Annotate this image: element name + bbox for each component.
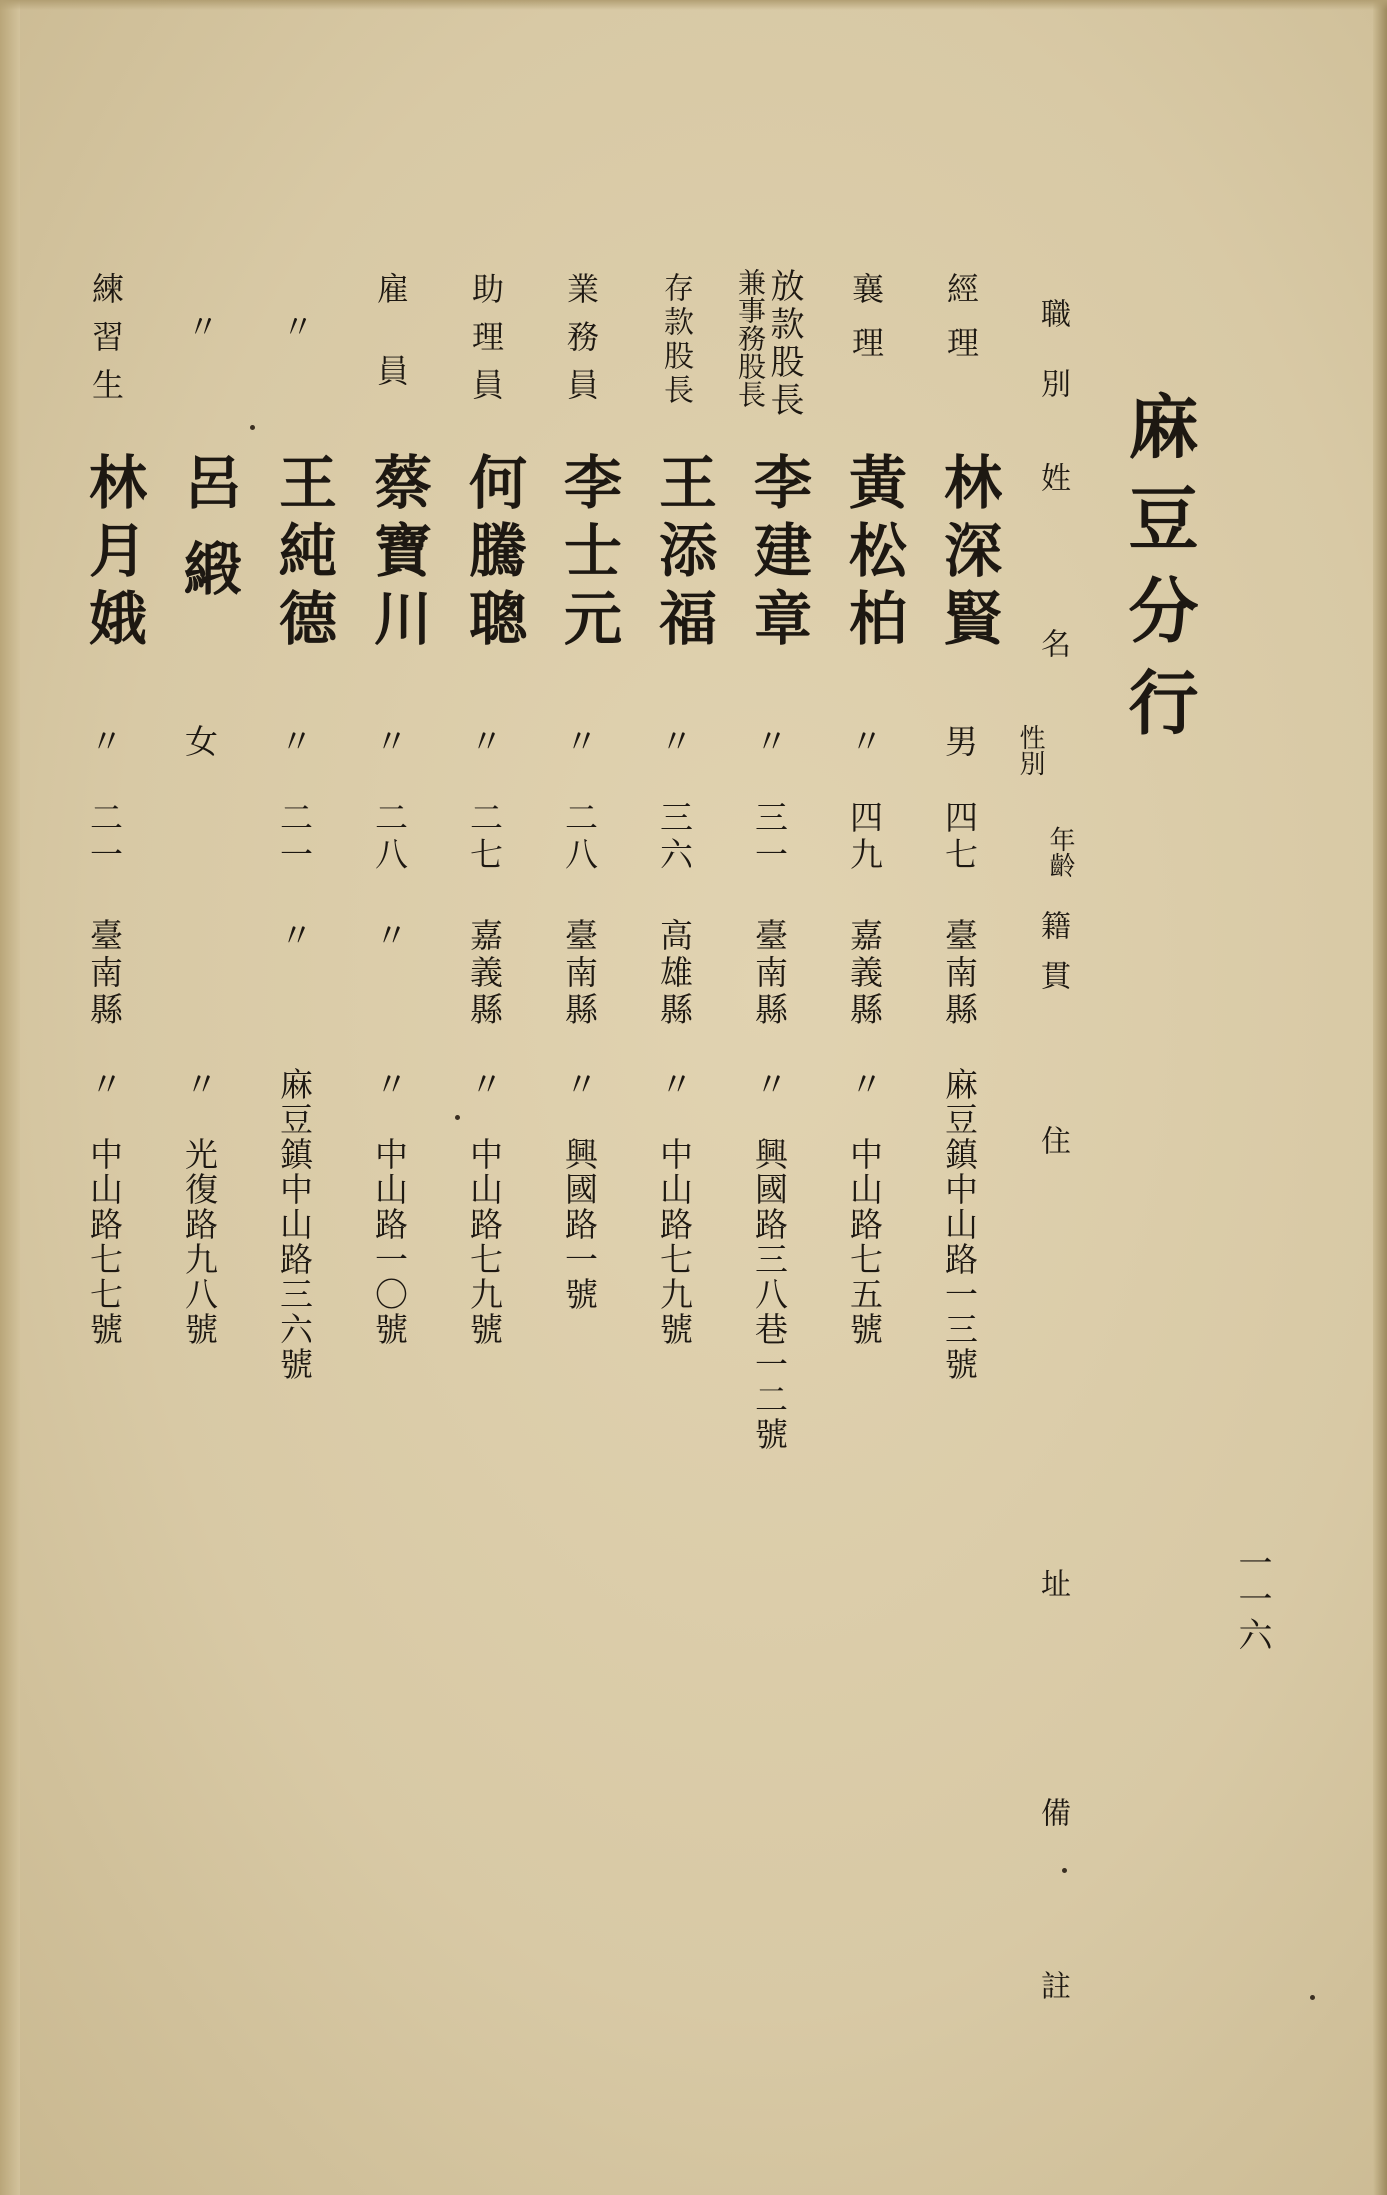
row-origin: 〃 xyxy=(370,918,409,955)
row-origin: 嘉義縣 xyxy=(465,918,504,1029)
page-right-edge xyxy=(1373,0,1387,2195)
ink-speck xyxy=(250,425,255,430)
row-name: 王添福 xyxy=(649,452,717,656)
row-address: 〃 興國路三八巷一二號 xyxy=(750,1067,789,1452)
row-gender: 女 xyxy=(180,724,219,761)
row-origin: 〃 xyxy=(275,918,314,955)
row-origin: 臺南縣 xyxy=(85,918,124,1029)
row-title: 練習生 xyxy=(87,272,125,416)
row-gender: 〃 xyxy=(370,724,409,761)
row-gender: 〃 xyxy=(465,724,504,761)
row-title: 雇員 xyxy=(372,272,410,436)
row-title: 存款股長 xyxy=(658,272,693,408)
row-age: 三一 xyxy=(750,800,789,874)
row-title: 〃 xyxy=(182,310,220,364)
row-title: 業務員 xyxy=(562,272,600,416)
row-age: 二一 xyxy=(85,800,124,874)
row-name: 蔡寶川 xyxy=(364,452,432,656)
header-name-2: 名 xyxy=(1035,628,1070,658)
row-address: 麻豆鎮中山路一三號 xyxy=(940,1067,979,1382)
row-age: 四七 xyxy=(940,800,979,874)
row-age: 二一 xyxy=(275,800,314,874)
row-age: 二八 xyxy=(370,800,409,874)
row-origin: 臺南縣 xyxy=(750,918,789,1029)
row-age: 二七 xyxy=(465,800,504,874)
row-name: 李士元 xyxy=(554,452,622,656)
header-name-1: 姓 xyxy=(1035,462,1070,492)
row-address: 〃 中山路七九號 xyxy=(655,1067,694,1347)
page-left-edge xyxy=(0,0,20,2195)
row-name: 呂緞 xyxy=(174,452,242,624)
header-position-2: 別 xyxy=(1035,368,1070,398)
section-title: 麻豆分行 xyxy=(1117,390,1200,758)
row-gender: 〃 xyxy=(275,724,314,761)
row-origin: 臺南縣 xyxy=(940,918,979,1029)
ink-speck xyxy=(455,1115,460,1120)
header-address-1: 住 xyxy=(1035,1125,1070,1155)
header-remarks-2: 註 xyxy=(1035,1970,1070,2000)
row-origin: 臺南縣 xyxy=(560,918,599,1029)
ink-speck xyxy=(1310,1995,1315,2000)
row-age: 四九 xyxy=(845,800,884,874)
row-address: 〃 中山路七九號 xyxy=(465,1067,504,1347)
row-title: 襄理 xyxy=(847,272,885,380)
row-origin: 嘉義縣 xyxy=(845,918,884,1029)
row-title-secondary: 兼事務股長 xyxy=(734,268,767,408)
row-gender: 〃 xyxy=(560,724,599,761)
row-address: 〃 興國路一號 xyxy=(560,1067,599,1312)
row-name: 何騰聰 xyxy=(459,452,527,656)
row-address: 〃 中山路一〇號 xyxy=(370,1067,409,1347)
row-title: 助理員 xyxy=(467,272,505,416)
row-age: 三六 xyxy=(655,800,694,874)
ink-speck xyxy=(1062,1868,1067,1873)
row-title: 經理 xyxy=(942,272,980,380)
row-address: 〃 中山路七五號 xyxy=(845,1067,884,1347)
row-age: 二八 xyxy=(560,800,599,874)
row-name: 林月娥 xyxy=(79,452,147,656)
page-number: 一一六 xyxy=(1232,1545,1272,1653)
header-address-2: 址 xyxy=(1035,1568,1070,1598)
row-name: 李建章 xyxy=(744,452,812,656)
header-gender: 性別 xyxy=(1015,724,1045,776)
row-gender: 〃 xyxy=(750,724,789,761)
page-top-edge xyxy=(0,0,1387,10)
header-age: 年齡 xyxy=(1045,826,1075,878)
row-address: 麻豆鎮中山路三六號 xyxy=(275,1067,314,1382)
row-name: 黃松柏 xyxy=(839,452,907,656)
row-gender: 男 xyxy=(940,724,979,761)
row-title: 〃 xyxy=(277,310,315,364)
row-name: 林深賢 xyxy=(934,452,1002,656)
row-address: 〃 中山路七七號 xyxy=(85,1067,124,1347)
header-position-1: 職 xyxy=(1035,298,1070,328)
row-name: 王純德 xyxy=(269,452,337,656)
row-address: 〃 光復路九八號 xyxy=(180,1067,219,1347)
header-origin: 籍貫 xyxy=(1035,910,1070,1010)
row-gender: 〃 xyxy=(845,724,884,761)
row-title-primary: 放款股長 xyxy=(764,268,804,420)
row-gender: 〃 xyxy=(85,724,124,761)
header-remarks-1: 備 xyxy=(1035,1797,1070,1827)
row-gender: 〃 xyxy=(655,724,694,761)
row-origin: 高雄縣 xyxy=(655,918,694,1029)
